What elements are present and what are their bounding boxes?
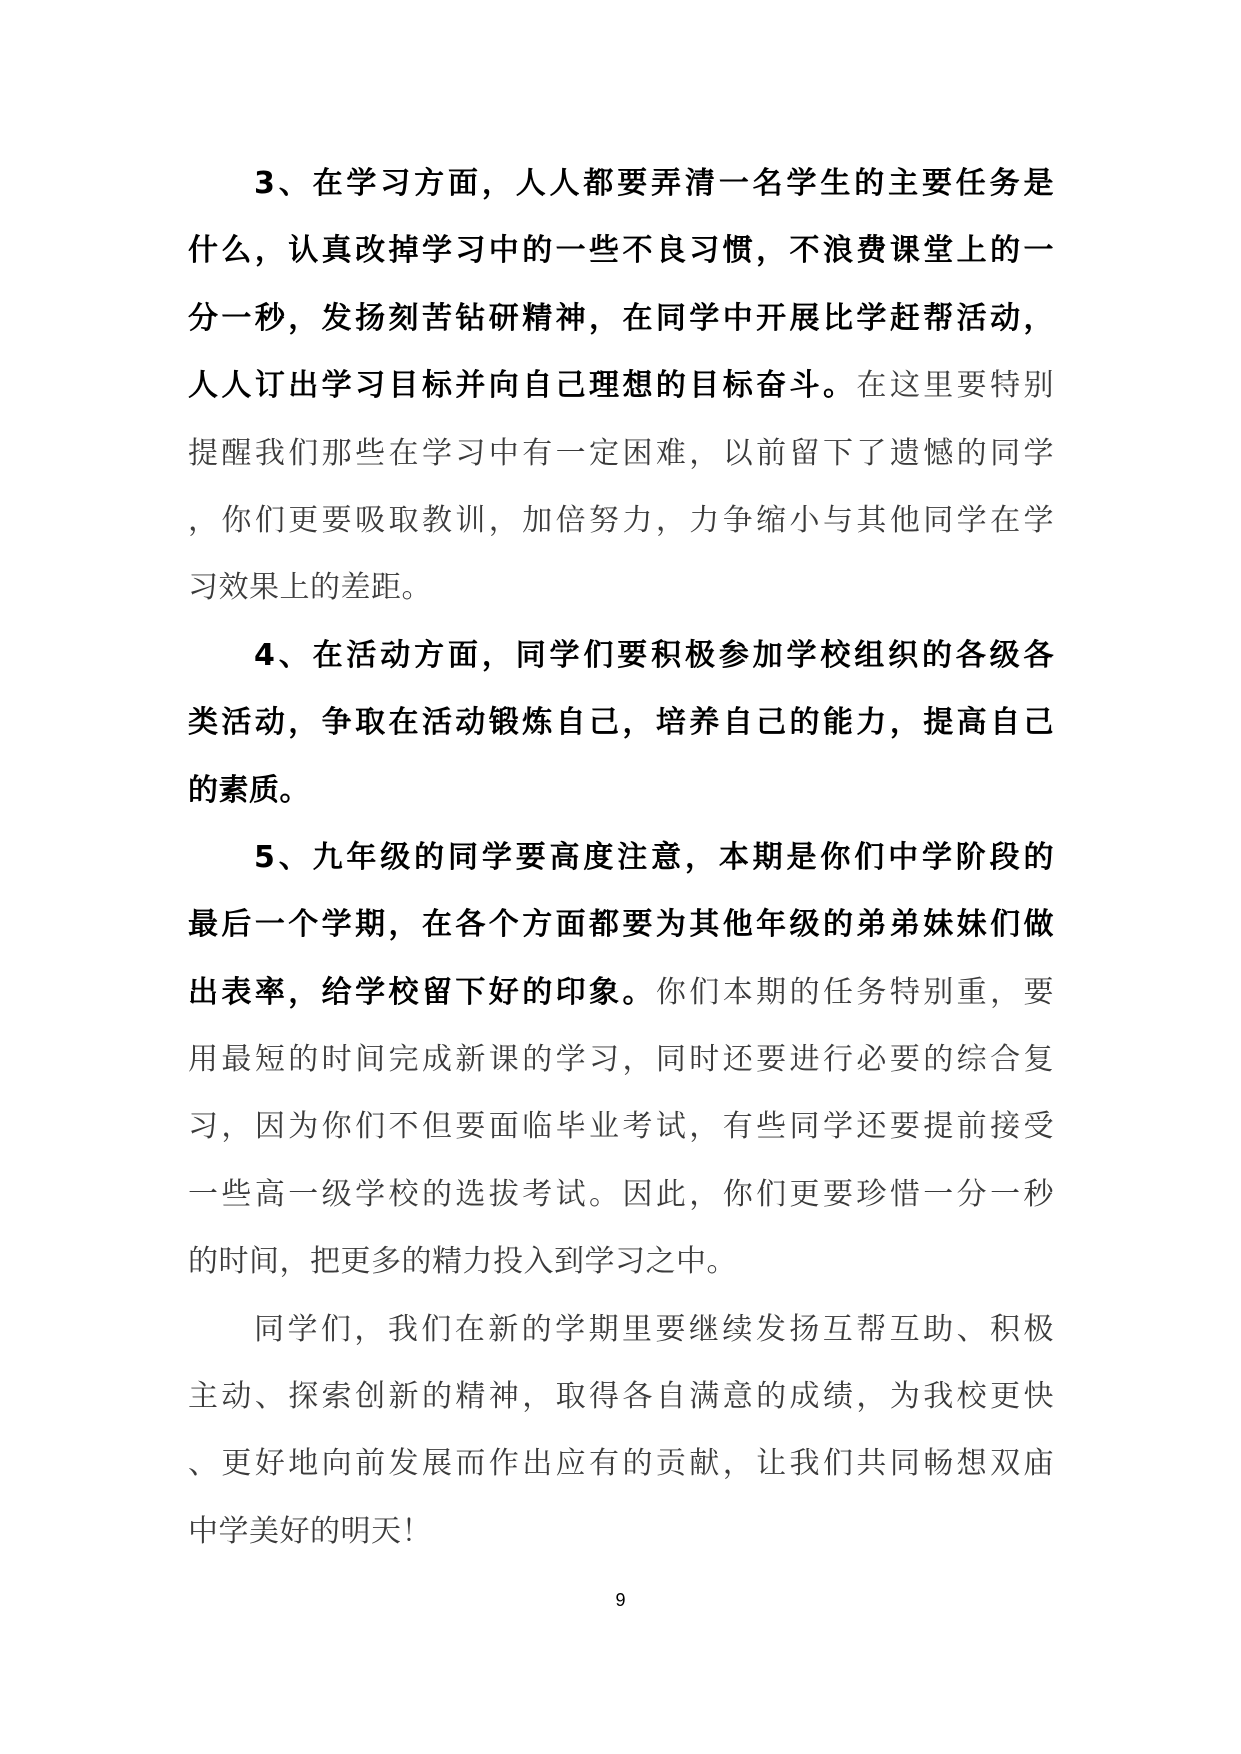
text-line bbox=[188, 487, 1054, 554]
text-line bbox=[188, 420, 1054, 487]
text-line bbox=[188, 217, 1054, 284]
page-number: 9 bbox=[615, 1590, 626, 1610]
bold-text: 3、在学习方面，人人都要弄清一名学生的主要任务是 bbox=[254, 166, 1054, 201]
text-line bbox=[188, 150, 1054, 217]
text-line bbox=[188, 622, 1054, 689]
text-line bbox=[188, 689, 1054, 756]
bold-text: 人人订出学习目标并向自己理想的目标奋斗。 bbox=[188, 368, 857, 404]
text-line bbox=[188, 757, 1054, 824]
text-line bbox=[188, 1161, 1054, 1228]
text-line bbox=[188, 959, 1054, 1026]
text-line bbox=[188, 352, 1054, 419]
bold-text: 什么，认真改掉学习中的一些不良习惯，不浪费课堂上的一 bbox=[188, 233, 1054, 269]
text-line bbox=[188, 1228, 1054, 1295]
bold-text: 的素质。 bbox=[188, 772, 310, 808]
bold-text: 最后一个学期，在各个方面都要为其他年级的弟弟妹妹们做 bbox=[188, 907, 1054, 943]
regular-text: 同学们，我们在新的学期里要继续发扬互帮互助、积极 bbox=[254, 1311, 1054, 1347]
text-line bbox=[188, 891, 1054, 958]
body-text bbox=[188, 150, 1054, 1565]
text-line bbox=[188, 1430, 1054, 1497]
regular-text: 主动、探索创新的精神，取得各自满意的成绩，为我校更快 bbox=[188, 1379, 1054, 1415]
regular-text: 在这里要特别 bbox=[856, 368, 1054, 404]
text-line bbox=[188, 554, 1054, 621]
regular-text: 、更好地向前发展而作出应有的贡献，让我们共同畅想双庙 bbox=[188, 1446, 1054, 1482]
paragraph bbox=[188, 824, 1054, 1296]
bold-text: 类活动，争取在活动锻炼自己，培养自己的能力，提高自己 bbox=[188, 705, 1054, 741]
text-line bbox=[188, 1363, 1054, 1430]
regular-text: 习效果上的差距。 bbox=[188, 570, 432, 606]
paragraph bbox=[188, 1296, 1054, 1566]
regular-text: ，你们更要吸取教训，加倍努力，力争缩小与其他同学在学 bbox=[188, 502, 1054, 538]
bold-text: 分一秒，发扬刻苦钻研精神，在同学中开展比学赶帮活动， bbox=[188, 300, 1054, 336]
text-line bbox=[188, 824, 1054, 891]
regular-text: 一些高一级学校的选拔考试。因此，你们更要珍惜一分一秒 bbox=[188, 1176, 1054, 1212]
text-line bbox=[188, 1498, 1054, 1565]
paragraph bbox=[188, 150, 1054, 622]
paragraph bbox=[188, 622, 1054, 824]
regular-text: 的时间，把更多的精力投入到学习之中。 bbox=[188, 1244, 737, 1280]
bold-text: 出表率，给学校留下好的印象。 bbox=[188, 974, 656, 1010]
regular-text: 你们本期的任务特别重，要 bbox=[655, 974, 1054, 1010]
text-line bbox=[188, 1296, 1054, 1363]
text-line bbox=[188, 1026, 1054, 1093]
bold-text: 4、在活动方面，同学们要积极参加学校组织的各级各 bbox=[254, 637, 1054, 673]
text-line bbox=[188, 1093, 1054, 1160]
bold-text: 5、九年级的同学要高度注意，本期是你们中学阶段的 bbox=[254, 839, 1054, 875]
text-line bbox=[188, 285, 1054, 352]
regular-text: 提醒我们那些在学习中有一定困难，以前留下了遗憾的同学 bbox=[188, 435, 1054, 471]
regular-text: 中学美好的明天！ bbox=[188, 1513, 432, 1549]
regular-text: 习，因为你们不但要面临毕业考试，有些同学还要提前接受 bbox=[188, 1109, 1054, 1145]
regular-text: 用最短的时间完成新课的学习，同时还要进行必要的综合复 bbox=[188, 1042, 1054, 1078]
